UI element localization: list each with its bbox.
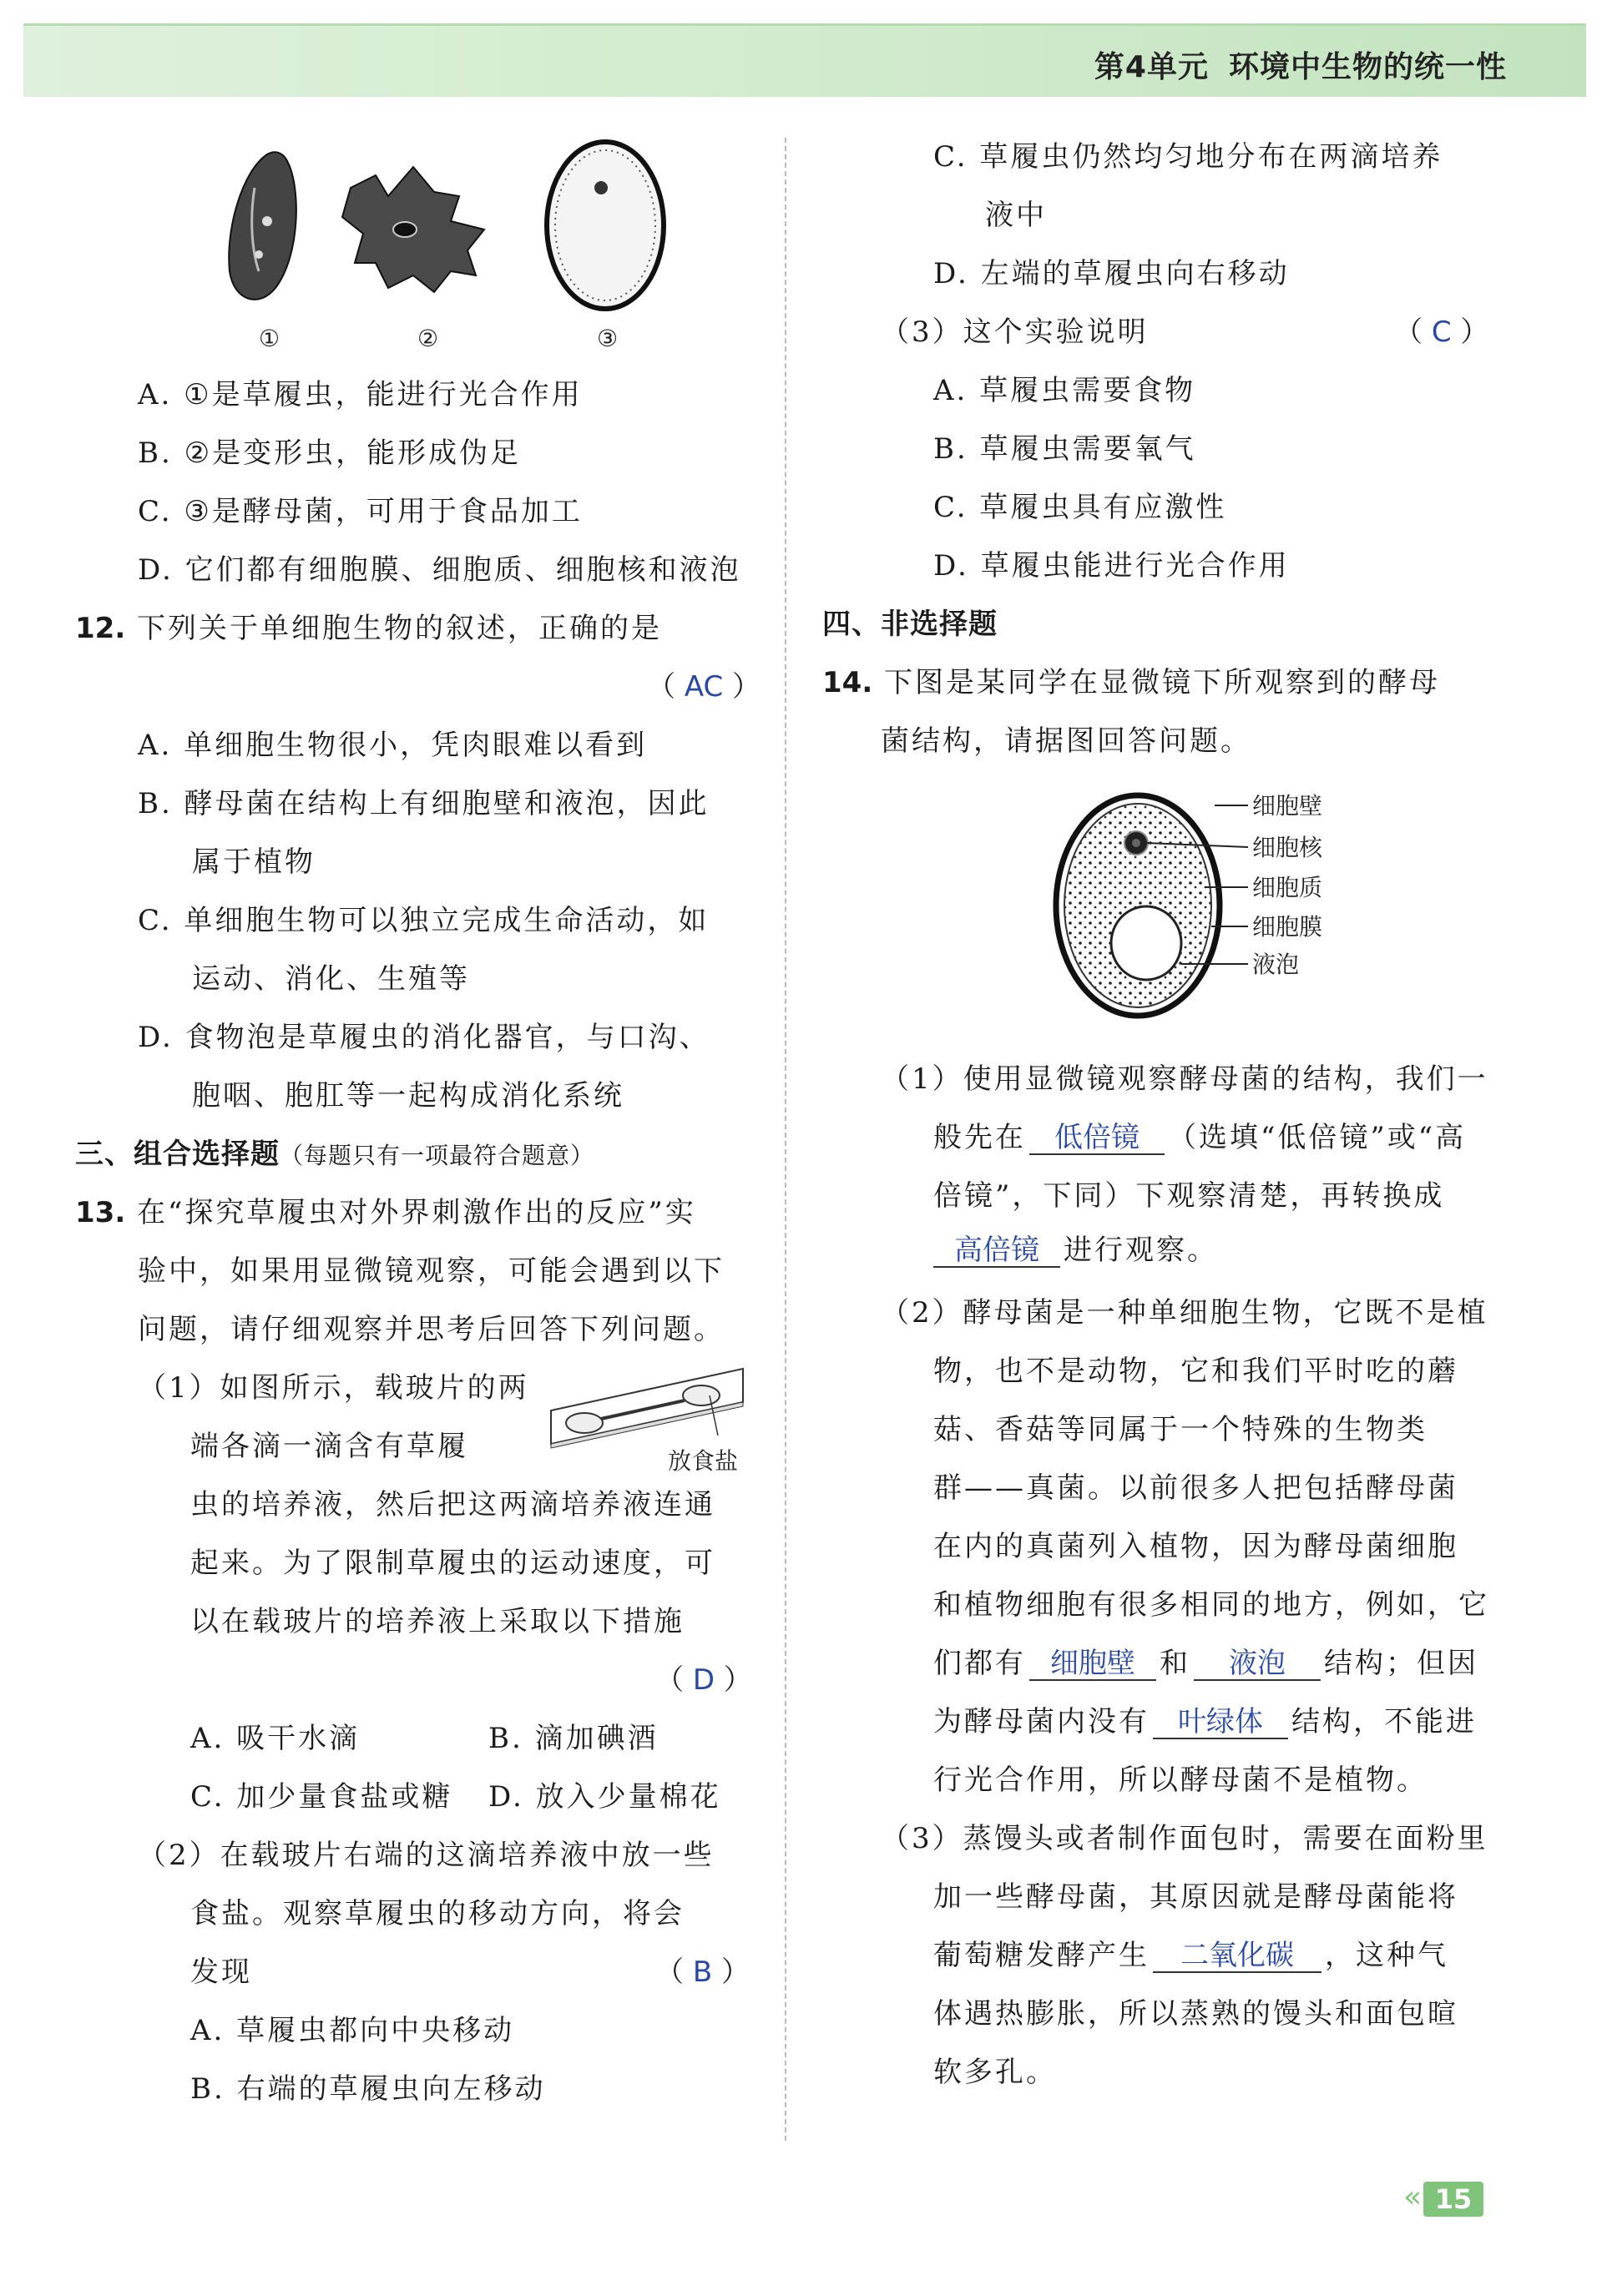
q14-p2-line-6: 和植物细胞有很多相同的地方，例如，它 xyxy=(933,1588,1489,1622)
q13-p1-answer: D xyxy=(692,1663,715,1697)
q13-p3-stem: （3）这个实验说明 xyxy=(881,315,1149,349)
answer-blank-cell-wall: 细胞壁 xyxy=(1029,1648,1156,1681)
page-number: 15 xyxy=(1423,2182,1483,2217)
q14-p2-line-4: 群——真菌。以前很多人把包括酵母菌 xyxy=(933,1471,1458,1505)
q13-p2-option-c-cont: 液中 xyxy=(985,199,1047,232)
q13-p2-line-3: 发现 xyxy=(190,1955,252,1989)
answer-blank-co2: 二氧化碳 xyxy=(1153,1940,1321,1973)
fig-label-3: ③ xyxy=(597,325,619,352)
q11-option-a: A. ①是草履虫，能进行光合作用 xyxy=(138,378,583,411)
q13-p1-line-2: 端各滴一滴含有草履 xyxy=(190,1430,468,1463)
yeast-cell-diagram xyxy=(1048,780,1382,1031)
q14-p2-line-9: 行光合作用，所以酵母菌不是植物。 xyxy=(933,1764,1428,1797)
answer-blank-vacuole: 液泡 xyxy=(1194,1648,1321,1681)
q12-answer-box: （ AC ） xyxy=(647,670,761,704)
q13-p1-option-c: C. 加少量食盐或糖 xyxy=(190,1780,453,1814)
q14-p2-line-2: 物，也不是动物，它和我们平时吃的蘑 xyxy=(933,1355,1458,1388)
fig-label-1: ① xyxy=(259,325,280,352)
q14-p3-line-5: 软多孔。 xyxy=(933,2056,1057,2089)
q14-p3-text-2: ，这种气 xyxy=(1325,1939,1448,1972)
answer-blank-low-power: 低倍镜 xyxy=(1029,1123,1165,1155)
q14-p1-line-3: 倍镜”，下同）下观察清楚，再转换成 xyxy=(933,1179,1445,1213)
q14-stem-line-1 xyxy=(822,659,1440,700)
q14-p3-line-4: 体遇热膨胀，所以蒸熟的馒头和面包暄 xyxy=(933,1997,1458,2031)
q13-p3-option-d: D. 草履虫能进行光合作用 xyxy=(933,549,1290,583)
q13-p3-option-b: B. 草履虫需要氧气 xyxy=(933,432,1196,466)
fig-label-2: ② xyxy=(417,325,439,352)
q13-p2-option-c: C. 草履虫仍然均匀地分布在两滴培养 xyxy=(933,140,1443,174)
q14-p3-line-2: 加一些酵母菌，其原因就是酵母菌能将 xyxy=(933,1880,1458,1914)
section-3-title: 三、组合选择题 xyxy=(75,1138,280,1171)
q14-p1-line-1: （1）使用显微镜观察酵母菌的结构，我们一 xyxy=(881,1062,1488,1096)
q14-p1-text-2: （选填“低倍镜”或“高 xyxy=(1168,1121,1467,1154)
q14-p2-text-4: 为酵母菌内没有 xyxy=(933,1705,1150,1738)
q11-option-d: D. 它们都有细胞膜、细胞质、细胞核和液泡 xyxy=(138,553,741,587)
label-cell-wall: 细胞壁 xyxy=(1252,792,1323,820)
label-cytoplasm: 细胞质 xyxy=(1252,874,1323,901)
q13-p2-option-d: D. 左端的草履虫向右移动 xyxy=(933,257,1290,290)
q13-p3-option-c: C. 草履虫具有应激性 xyxy=(933,491,1227,524)
q14-p1-line-2 xyxy=(933,1114,1466,1155)
q13-p3-option-a: A. 草履虫需要食物 xyxy=(933,374,1196,407)
answer-blank-chloroplast: 叶绿体 xyxy=(1153,1707,1288,1739)
q11-option-c: C. ③是酵母菌，可用于食品加工 xyxy=(138,495,583,528)
q13-p1-line-3: 虫的培养液，然后把这两滴培养液连通 xyxy=(190,1488,715,1521)
answer-blank-high-power: 高倍镜 xyxy=(933,1235,1060,1268)
q12-option-d-cont: 胞咽、胞肛等一起构成消化系统 xyxy=(192,1079,624,1113)
q13-p2-answer: B xyxy=(692,1955,713,1989)
q13-p1-option-a: A. 吸干水滴 xyxy=(190,1722,361,1755)
label-nucleus: 细胞核 xyxy=(1252,834,1323,861)
q13-p2-line-1: （2）在载玻片右端的这滴培养液中放一些 xyxy=(138,1839,715,1872)
q14-p1-text-1: 般先在 xyxy=(933,1121,1026,1154)
q13-text-1: 在“探究草履虫对外界刺激作出的反应”实 xyxy=(137,1196,696,1229)
q11-option-b: B. ②是变形虫，能形成伪足 xyxy=(138,436,522,470)
q14-p2-line-5: 在内的真菌列入植物，因为酵母菌细胞 xyxy=(933,1530,1458,1563)
q13-p1-line-5: 以在载玻片的培养液上采取以下措施 xyxy=(190,1605,685,1638)
q13-p1-line-1: （1）如图所示，载玻片的两 xyxy=(138,1371,529,1405)
label-cell-membrane: 细胞膜 xyxy=(1252,913,1323,941)
q14-p2-line-8 xyxy=(933,1698,1477,1739)
q13-p1-option-b: B. 滴加碘酒 xyxy=(488,1722,659,1755)
q14-number: 14. xyxy=(822,666,873,699)
q12-option-a: A. 单细胞生物很小，凭肉眼难以看到 xyxy=(138,729,648,762)
q13-p2-option-b: B. 右端的草履虫向左移动 xyxy=(190,2072,546,2106)
q14-p2-text-3: 结构；但因 xyxy=(1324,1647,1478,1680)
q12-option-d: D. 食物泡是草履虫的消化器官，与口沟、 xyxy=(138,1021,710,1054)
q14-stem-line-2: 菌结构，请据图回答问题。 xyxy=(881,724,1251,758)
q13-stem-line-2: 验中，如果用显微镜观察，可能会遇到以下 xyxy=(138,1254,725,1288)
q13-p1-answer-box: （ D ） xyxy=(655,1663,752,1697)
q14-text-1: 下图是某同学在显微镜下所观察到的酵母 xyxy=(884,666,1441,699)
q12-option-c: C. 单细胞生物可以独立完成生命活动，如 xyxy=(138,904,710,937)
q13-p2-answer-box: （ B ） xyxy=(655,1955,750,1989)
q14-p2-line-7 xyxy=(933,1640,1478,1681)
q14-p1-text-3: 进行观察。 xyxy=(1064,1234,1218,1267)
unit-name: 环境中生物的统一性 xyxy=(1228,50,1507,84)
q13-p3-answer: C xyxy=(1431,315,1452,349)
q13-p3-answer-box: （ C ） xyxy=(1394,315,1489,349)
q14-p3-line-1: （3）蒸馒头或者制作面包时，需要在面粉里 xyxy=(881,1822,1488,1855)
q13-p2-line-2: 食盐。观察草履虫的移动方向，将会 xyxy=(190,1897,685,1930)
q14-p2-line-1: （2）酵母菌是一种单细胞生物，它既不是植 xyxy=(881,1296,1488,1330)
q14-p3-line-3 xyxy=(933,1932,1448,1973)
q13-p1-line-4: 起来。为了限制草履虫的运动速度，可 xyxy=(190,1547,715,1580)
q14-p2-text-5: 结构，不能进 xyxy=(1291,1705,1477,1738)
q13-p2-option-a: A. 草履虫都向中央移动 xyxy=(190,2014,515,2047)
chevron-left-icon: « xyxy=(1402,2180,1422,2214)
q12-number: 12. xyxy=(75,612,126,645)
q12-option-b: B. 酵母菌在结构上有细胞壁和液泡，因此 xyxy=(138,787,710,820)
q14-p3-text-1: 葡萄糖发酵产生 xyxy=(933,1939,1150,1972)
unit-number: 第4单元 xyxy=(1094,50,1209,84)
q13-stem-line-3: 问题，请仔细观察并思考后回答下列问题。 xyxy=(138,1313,725,1346)
q13-p1-option-d: D. 放入少量棉花 xyxy=(488,1780,721,1814)
slide-label: 放食盐 xyxy=(668,1447,739,1475)
q12-option-c-cont: 运动、消化、生殖等 xyxy=(192,962,470,996)
section-4-title: 四、非选择题 xyxy=(822,608,998,641)
label-vacuole: 液泡 xyxy=(1252,951,1300,978)
q14-p2-line-3: 菇、香菇等同属于一个特殊的生物类 xyxy=(933,1413,1428,1446)
q12-option-b-cont: 属于植物 xyxy=(192,845,316,879)
q14-p2-text-2: 和 xyxy=(1160,1647,1190,1680)
q14-p2-text-1: 们都有 xyxy=(933,1647,1026,1680)
q12-text: 下列关于单细胞生物的叙述，正确的是 xyxy=(137,612,663,645)
section-3-note: （每题只有一项最符合题意） xyxy=(280,1142,595,1169)
q12-answer: AC xyxy=(684,670,724,704)
q13-number: 13. xyxy=(75,1196,126,1229)
q14-p1-line-4 xyxy=(933,1227,1218,1268)
